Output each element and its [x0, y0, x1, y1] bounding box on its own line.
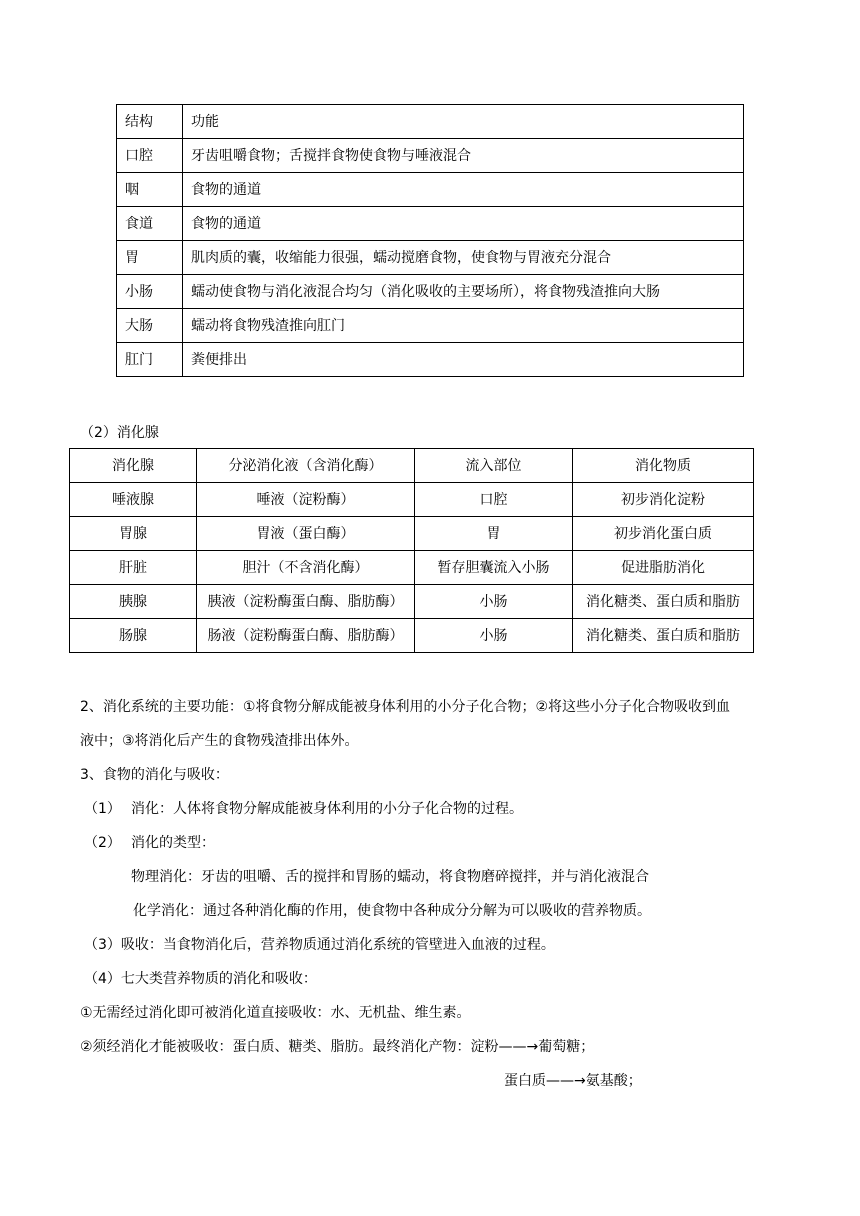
- table-cell: 肌肉质的囊，收缩能力很强，蠕动搅磨食物，使食物与胃液充分混合: [183, 241, 744, 275]
- table-cell: 粪便排出: [183, 343, 744, 377]
- table-row: [117, 343, 744, 377]
- table-header-row: [117, 105, 744, 139]
- table-cell: 消化糖类、蛋白质和脂肪: [573, 619, 754, 653]
- digestive-glands-table: [69, 448, 754, 653]
- table-header-cell: 消化腺: [70, 449, 197, 483]
- paragraph-line: 消化：人体将食物分解成能被身体利用的小分子化合物的过程。: [131, 801, 523, 817]
- table-cell: 肛门: [117, 343, 183, 377]
- paragraph-line: ①无需经过消化即可被消化道直接吸收：水、无机盐、维生素。: [80, 1005, 471, 1021]
- table-cell: 口腔: [117, 139, 183, 173]
- table-header-cell: 消化物质: [573, 449, 754, 483]
- table-header-cell: 分泌消化液（含消化酶）: [197, 449, 415, 483]
- table-cell: 胆汁（不含消化酶）: [197, 551, 415, 585]
- table-cell: 食道: [117, 207, 183, 241]
- table-cell: 暂存胆囊流入小肠: [415, 551, 573, 585]
- paragraph-line: 液中；③将消化后产生的食物残渣排出体外。: [80, 733, 359, 749]
- table-cell: 胃: [415, 517, 573, 551]
- paragraph-line: ②须经消化才能被吸收：蛋白质、糖类、脂肪。最终消化产物：淀粉——→葡萄糖；: [80, 1039, 595, 1055]
- table-row: [70, 483, 754, 517]
- table-header-cell: 功能: [183, 105, 744, 139]
- table-cell: 口腔: [415, 483, 573, 517]
- paragraph-line: 化学消化：通过各种消化酶的作用，使食物中各种成分分解为可以吸收的营养物质。: [133, 903, 651, 919]
- table-row: [117, 207, 744, 241]
- table-cell: 食物的通道: [183, 173, 744, 207]
- table-row: [117, 309, 744, 343]
- table-cell: 牙齿咀嚼食物；舌搅拌食物使食物与唾液混合: [183, 139, 744, 173]
- table-header-row: [70, 449, 754, 483]
- table-cell: 初步消化淀粉: [573, 483, 754, 517]
- table-row: [117, 241, 744, 275]
- table-cell: 唾液腺: [70, 483, 197, 517]
- table-cell: 蠕动使食物与消化液混合均匀（消化吸收的主要场所），将食物残渣推向大肠: [183, 275, 744, 309]
- table-cell: 小肠: [415, 585, 573, 619]
- paragraph-line: 物理消化：牙齿的咀嚼、舌的搅拌和胃肠的蠕动，将食物磨碎搅拌，并与消化液混合: [131, 869, 649, 885]
- table-cell: 唾液（淀粉酶）: [197, 483, 415, 517]
- section-heading: 3、食物的消化与吸收：: [80, 767, 229, 783]
- list-number: （1）: [84, 801, 121, 817]
- paragraph-line: （3）吸收：当食物消化后，营养物质通过消化系统的管壁进入血液的过程。: [84, 937, 555, 953]
- table-cell: 蠕动将食物残渣推向肛门: [183, 309, 744, 343]
- table-cell: 食物的通道: [183, 207, 744, 241]
- table-cell: 肠液（淀粉酶蛋白酶、脂肪酶）: [197, 619, 415, 653]
- table-cell: 促进脂肪消化: [573, 551, 754, 585]
- table-cell: 消化糖类、蛋白质和脂肪: [573, 585, 754, 619]
- table-row: [70, 585, 754, 619]
- table-row: [117, 275, 744, 309]
- table-cell: 肝脏: [70, 551, 197, 585]
- paragraph-line: 2、消化系统的主要功能：①将食物分解成能被身体利用的小分子化合物；②将这些小分子化合物吸收到血: [80, 699, 731, 715]
- table-cell: 咽: [117, 173, 183, 207]
- table-cell: 初步消化蛋白质: [573, 517, 754, 551]
- table-header-cell: 结构: [117, 105, 183, 139]
- table-cell: 小肠: [415, 619, 573, 653]
- table-row: [70, 551, 754, 585]
- table-cell: 胃腺: [70, 517, 197, 551]
- table-cell: 胰液（淀粉酶蛋白酶、脂肪酶）: [197, 585, 415, 619]
- paragraph-line: （4）七大类营养物质的消化和吸收：: [84, 971, 317, 987]
- table-row: [70, 619, 754, 653]
- table-cell: 胰腺: [70, 585, 197, 619]
- table-header-cell: 流入部位: [415, 449, 573, 483]
- table-row: [117, 173, 744, 207]
- structure-function-table: [116, 104, 744, 377]
- table-cell: 肠腺: [70, 619, 197, 653]
- paragraph-line: 蛋白质——→氨基酸；: [504, 1073, 642, 1089]
- table-cell: 小肠: [117, 275, 183, 309]
- table-cell: 大肠: [117, 309, 183, 343]
- list-number: （2）: [84, 835, 121, 851]
- table-row: [70, 517, 754, 551]
- table-row: [117, 139, 744, 173]
- table-cell: 胃: [117, 241, 183, 275]
- paragraph-line: 消化的类型：: [131, 835, 215, 851]
- table-cell: 胃液（蛋白酶）: [197, 517, 415, 551]
- section-heading: （2）消化腺: [80, 425, 159, 441]
